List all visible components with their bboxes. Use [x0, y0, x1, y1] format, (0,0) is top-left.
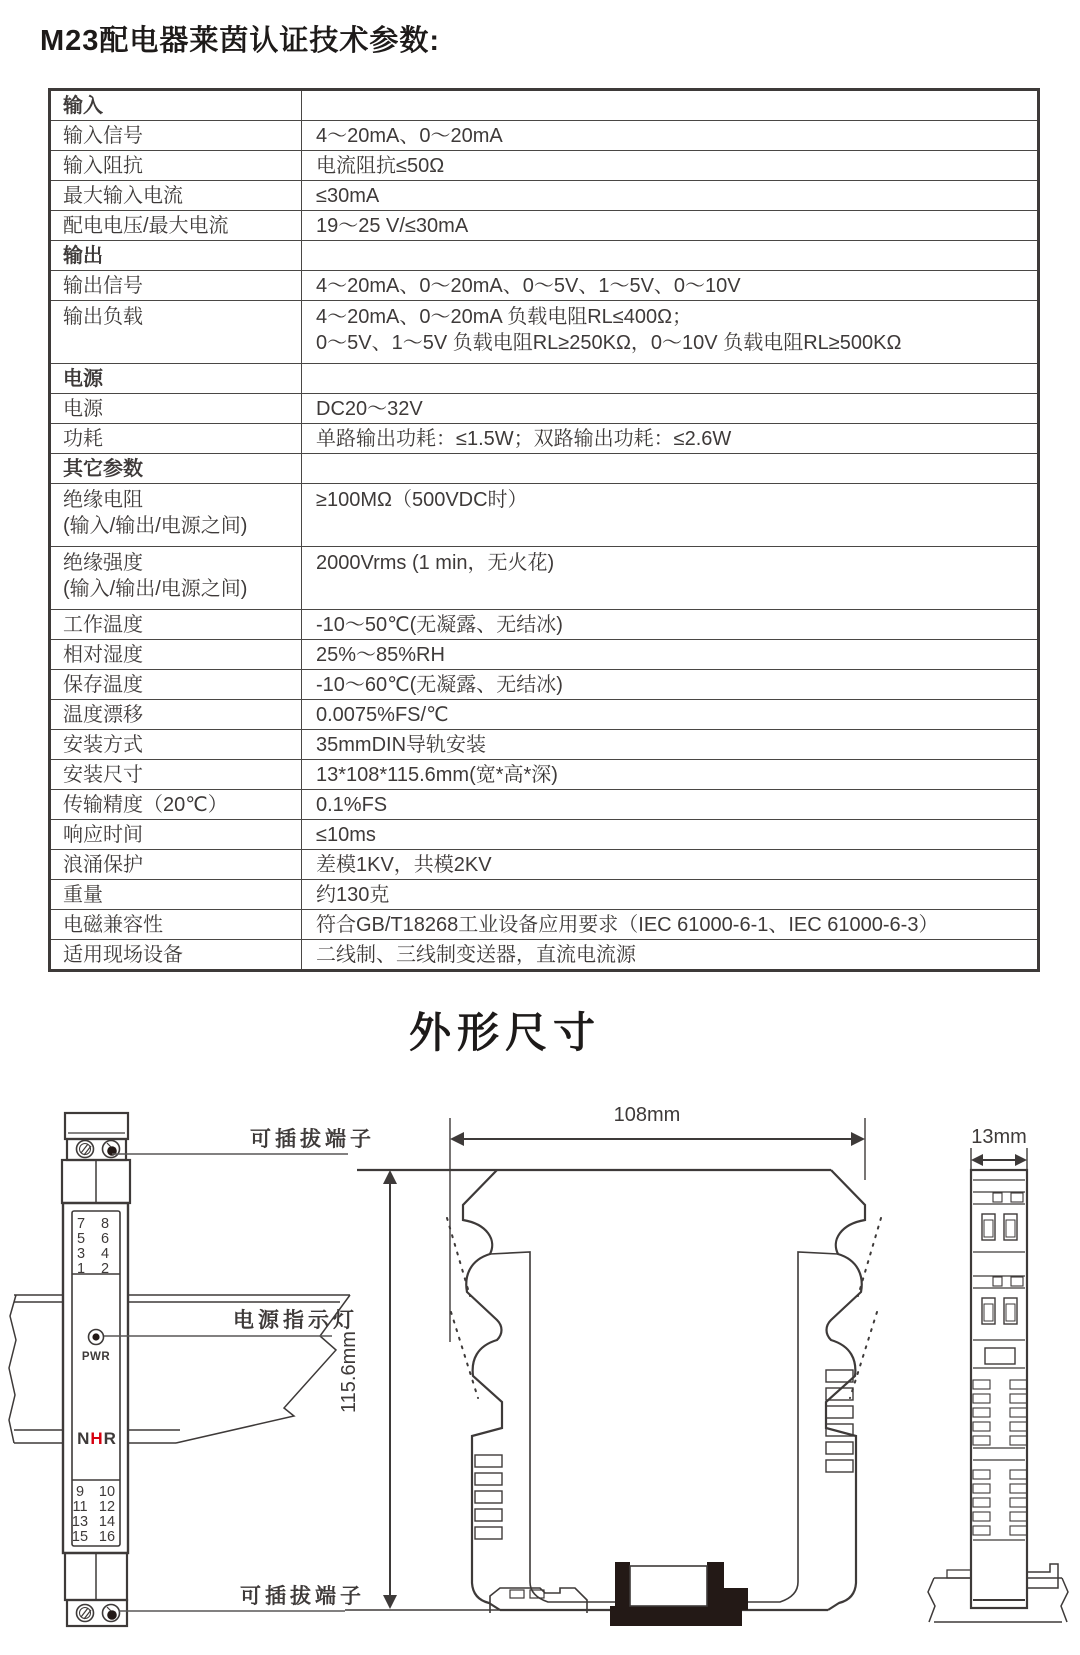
spec-table [48, 88, 1040, 972]
spec-label: 电磁兼容性 [50, 910, 302, 940]
table-row [50, 820, 1039, 850]
brand-logo: NHR [77, 1429, 117, 1448]
table-row [50, 271, 1039, 301]
svg-text:11: 11 [72, 1499, 88, 1515]
spec-label: 传输精度（20℃） [50, 790, 302, 820]
width-dim-label: 108mm [613, 1104, 681, 1126]
spec-value [302, 364, 1039, 394]
table-row [50, 121, 1039, 151]
table-row [50, 364, 1039, 394]
spec-label: 输出负载 [50, 301, 302, 364]
spec-value [302, 241, 1039, 271]
svg-text:6: 6 [100, 1231, 110, 1247]
spec-label: 电源 [50, 364, 302, 394]
svg-text:9: 9 [75, 1484, 85, 1500]
spec-value: 25%～85%RH [302, 640, 1039, 670]
svg-text:1: 1 [76, 1261, 86, 1277]
spec-value: 4～20mA、0～20mA、0～5V、1～5V、0～10V [302, 271, 1039, 301]
spec-table-body [50, 90, 1039, 971]
outline-dimensions-title: 外形尺寸 [408, 1009, 601, 1056]
spec-value [302, 454, 1039, 484]
spec-label: 相对湿度 [50, 640, 302, 670]
page-title: M23配电器莱茵认证技术参数: [40, 25, 441, 57]
screw-icon [77, 1141, 94, 1158]
terminal-numbers-top [77, 1216, 109, 1277]
spec-value: ≤30mA [302, 181, 1039, 211]
svg-text:5: 5 [76, 1231, 86, 1247]
svg-text:3: 3 [76, 1246, 86, 1262]
screw-icon [77, 1605, 94, 1622]
spec-value: -10～60℃(无凝露、无结冰) [302, 670, 1039, 700]
top-view-drawing [928, 1126, 1068, 1622]
table-row [50, 484, 1039, 547]
spec-value: 35mmDIN导轨安装 [302, 730, 1039, 760]
power-led-icon [89, 1330, 104, 1345]
table-row [50, 394, 1039, 424]
screw-icon [103, 1605, 120, 1622]
spec-label: 安装方式 [50, 730, 302, 760]
depth-dim-label: 13mm [971, 1126, 1027, 1148]
table-row [50, 910, 1039, 940]
table-row [50, 940, 1039, 971]
spec-label: 输入 [50, 90, 302, 121]
width-dimension [450, 1104, 865, 1342]
spec-label: 输出信号 [50, 271, 302, 301]
module-front [62, 1113, 130, 1626]
spec-value: ≥100MΩ（500VDC时） [302, 484, 1039, 547]
table-row [50, 790, 1039, 820]
svg-text:15: 15 [71, 1529, 89, 1545]
svg-text:2: 2 [100, 1261, 110, 1277]
spec-value: 单路输出功耗：≤1.5W；双路输出功耗：≤2.6W [302, 424, 1039, 454]
terminal-slots [982, 1214, 1017, 1240]
spec-label: 绝缘电阻 (输入/输出/电源之间) [50, 484, 302, 547]
spec-value: 13*108*115.6mm(宽*高*深) [302, 760, 1039, 790]
spec-label: 温度漂移 [50, 700, 302, 730]
spec-label: 最大输入电流 [50, 181, 302, 211]
spec-label: 输入阻抗 [50, 151, 302, 181]
spec-label: 浪涌保护 [50, 850, 302, 880]
front-view-drawing [9, 1113, 375, 1626]
spec-label: 适用现场设备 [50, 940, 302, 971]
table-row [50, 301, 1039, 364]
spec-value: DC20～32V [302, 394, 1039, 424]
table-row [50, 90, 1039, 121]
din-clip [610, 1562, 748, 1626]
spec-label: 重量 [50, 880, 302, 910]
spec-value: 0.0075%FS/℃ [302, 700, 1039, 730]
svg-text:7: 7 [76, 1216, 86, 1232]
table-row [50, 211, 1039, 241]
table-row [50, 880, 1039, 910]
spec-value: 二线制、三线制变送器，直流电流源 [302, 940, 1039, 971]
dimension-drawings [0, 1030, 1080, 1655]
svg-text:10: 10 [98, 1484, 116, 1500]
terminal-numbers-bottom [72, 1484, 115, 1545]
spec-value: 4～20mA、0～20mA [302, 121, 1039, 151]
table-row [50, 640, 1039, 670]
power-indicator-label: 电源指示灯 [233, 1309, 358, 1332]
table-row [50, 670, 1039, 700]
vent-slots-left [475, 1455, 502, 1539]
spec-label: 输出 [50, 241, 302, 271]
spec-value: 19～25 V/≤30mA [302, 211, 1039, 241]
vent-slots [973, 1470, 1027, 1535]
spec-label: 配电电压/最大电流 [50, 211, 302, 241]
table-row [50, 610, 1039, 640]
vent-slots-right [826, 1370, 853, 1472]
depth-dimension [971, 1126, 1027, 1172]
screw-icon [103, 1141, 120, 1158]
spec-value: 约130克 [302, 880, 1039, 910]
module-top [971, 1170, 1027, 1608]
table-row [50, 151, 1039, 181]
spec-value: 0.1%FS [302, 790, 1039, 820]
spec-value: 2000Vrms (1 min，无火花) [302, 547, 1039, 610]
spec-value: 符合GB/T18268工业设备应用要求（IEC 61000-6-1、IEC 61000-6-3） [302, 910, 1039, 940]
table-row [50, 424, 1039, 454]
din-rail-section [928, 1564, 1068, 1622]
terminal-slots [982, 1298, 1017, 1324]
pluggable-terminal-bottom-label: 可插拔端子 [240, 1585, 365, 1608]
table-row [50, 547, 1039, 610]
height-dim-label: 115.6mm [338, 1331, 360, 1413]
svg-text:16: 16 [98, 1529, 116, 1545]
spec-label: 响应时间 [50, 820, 302, 850]
spec-value: ≤10ms [302, 820, 1039, 850]
svg-text:12: 12 [98, 1499, 116, 1515]
svg-text:14: 14 [98, 1514, 116, 1530]
pluggable-terminal-top-label: 可插拔端子 [250, 1128, 375, 1151]
spec-value: -10～50℃(无凝露、无结冰) [302, 610, 1039, 640]
side-view-drawing [338, 1104, 881, 1626]
spec-label: 安装尺寸 [50, 760, 302, 790]
table-row [50, 760, 1039, 790]
spec-label: 工作温度 [50, 610, 302, 640]
table-row [50, 700, 1039, 730]
table-row [50, 181, 1039, 211]
spec-label: 输入信号 [50, 121, 302, 151]
module-side [357, 1170, 881, 1626]
spec-label: 电源 [50, 394, 302, 424]
spec-value: 电流阻抗≤50Ω [302, 151, 1039, 181]
svg-text:4: 4 [100, 1246, 110, 1262]
spec-label: 绝缘强度 (输入/输出/电源之间) [50, 547, 302, 610]
table-row [50, 850, 1039, 880]
spec-value: 差模1KV，共模2KV [302, 850, 1039, 880]
table-row [50, 241, 1039, 271]
spec-value [302, 90, 1039, 121]
spec-label: 保存温度 [50, 670, 302, 700]
pwr-label: PWR [81, 1351, 111, 1363]
spec-label: 功耗 [50, 424, 302, 454]
spec-label: 其它参数 [50, 454, 302, 484]
table-row [50, 454, 1039, 484]
vent-slots [973, 1380, 1027, 1445]
spec-value: 4～20mA、0～20mA 负载电阻RL≤400Ω； 0～5V、1～5V 负载电阻RL≥250KΩ，0～10V 负载电阻RL≥500KΩ [302, 301, 1039, 364]
svg-text:13: 13 [71, 1514, 89, 1530]
table-row [50, 730, 1039, 760]
svg-text:8: 8 [100, 1216, 110, 1232]
